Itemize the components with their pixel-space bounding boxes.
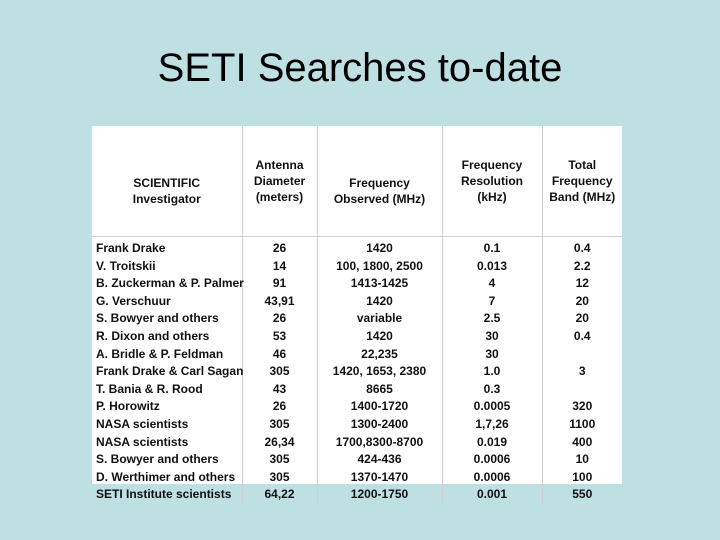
cell-frequency-observed: 1200-1750 [317, 486, 442, 504]
cell-total-frequency-band: 0.4 [542, 328, 622, 346]
cell-antenna-diameter: 26,34 [242, 434, 317, 452]
cell-investigator: Frank Drake [96, 241, 166, 255]
cell-antenna-diameter: 43,91 [242, 293, 317, 311]
cell-frequency-observed: 1400-1720 [317, 398, 442, 416]
cell-antenna-diameter: 26 [242, 398, 317, 416]
cell-investigator: T. Bania & R. Rood [96, 381, 203, 396]
cell-investigator: S. Bowyer and others [96, 452, 219, 467]
cell-investigator: NASA scientists [96, 416, 189, 431]
cell-frequency-resolution: 1,7,26 [442, 416, 542, 434]
cell-investigator: A. Bridle & P. Feldman [96, 346, 224, 361]
cell-total-frequency-band: 1100 [542, 416, 622, 434]
table-row [92, 293, 622, 311]
cell-antenna-diameter: 26 [242, 237, 317, 258]
cell-investigator: NASA scientists [96, 434, 189, 449]
cell-frequency-resolution: 30 [442, 328, 542, 346]
cell-frequency-observed: variable [317, 310, 442, 328]
table-row [92, 398, 622, 416]
cell-frequency-observed: 1420, 1653, 2380 [317, 363, 442, 381]
table-header-row [92, 126, 622, 237]
cell-frequency-resolution: 1.0 [442, 363, 542, 381]
header-frequency-observed: Frequency Observed (MHz) [317, 126, 442, 237]
cell-frequency-observed: 100, 1800, 2500 [317, 258, 442, 276]
cell-antenna-diameter: 46 [242, 346, 317, 364]
cell-total-frequency-band: 10 [542, 451, 622, 469]
cell-frequency-resolution: 0.013 [442, 258, 542, 276]
cell-investigator: P. Horowitz [96, 399, 160, 414]
cell-investigator: SETI Institute scientists [96, 487, 232, 502]
slide-title: SETI Searches to-date [157, 46, 563, 90]
cell-total-frequency-band: 320 [542, 398, 622, 416]
cell-frequency-resolution: 0.1 [442, 237, 542, 258]
cell-frequency-observed: 424-436 [317, 451, 442, 469]
cell-investigator: Frank Drake & Carl Sagan [96, 364, 244, 379]
cell-frequency-observed: 1413-1425 [317, 275, 442, 293]
table-row [92, 486, 622, 504]
cell-frequency-resolution: 2.5 [442, 310, 542, 328]
cell-frequency-observed: 8665 [317, 381, 442, 399]
cell-total-frequency-band: 2.2 [542, 258, 622, 276]
table-row [92, 310, 622, 328]
cell-frequency-observed: 1370-1470 [317, 469, 442, 487]
table-row [92, 275, 622, 293]
table-row [92, 451, 622, 469]
cell-frequency-observed: 22,235 [317, 346, 442, 364]
cell-investigator: V. Troitskii [96, 258, 156, 273]
cell-investigator: R. Dixon and others [96, 328, 210, 343]
cell-frequency-resolution: 0.3 [442, 381, 542, 399]
cell-frequency-resolution: 0.0006 [442, 469, 542, 487]
cell-total-frequency-band: 0.4 [542, 237, 622, 258]
cell-antenna-diameter: 43 [242, 381, 317, 399]
cell-frequency-observed: 1300-2400 [317, 416, 442, 434]
table-row [92, 363, 622, 381]
cell-antenna-diameter: 305 [242, 451, 317, 469]
cell-total-frequency-band [542, 346, 622, 364]
cell-frequency-resolution: 0.001 [442, 486, 542, 504]
table-row [92, 469, 622, 487]
cell-investigator: G. Verschuur [96, 293, 171, 308]
cell-antenna-diameter: 305 [242, 363, 317, 381]
cell-total-frequency-band: 3 [542, 363, 622, 381]
cell-frequency-observed: 1420 [317, 328, 442, 346]
cell-antenna-diameter: 91 [242, 275, 317, 293]
cell-frequency-resolution: 0.0006 [442, 451, 542, 469]
cell-total-frequency-band: 550 [542, 486, 622, 504]
header-total-frequency-band: Total Frequency Band (MHz) [542, 126, 622, 237]
cell-frequency-resolution: 4 [442, 275, 542, 293]
table-row [92, 237, 622, 258]
header-antenna-diameter: Antenna Diameter (meters) [242, 126, 317, 237]
header-frequency-resolution: Frequency Resolution (kHz) [442, 126, 542, 237]
cell-antenna-diameter: 64,22 [242, 486, 317, 504]
cell-frequency-resolution: 0.019 [442, 434, 542, 452]
cell-frequency-observed: 1420 [317, 237, 442, 258]
cell-antenna-diameter: 305 [242, 416, 317, 434]
cell-total-frequency-band: 400 [542, 434, 622, 452]
cell-frequency-resolution: 7 [442, 293, 542, 311]
cell-antenna-diameter: 305 [242, 469, 317, 487]
cell-investigator: B. Zuckerman & P. Palmer [96, 276, 244, 291]
cell-antenna-diameter: 53 [242, 328, 317, 346]
cell-frequency-observed: 1420 [317, 293, 442, 311]
header-investigator: SCIENTIFIC Investigator [92, 126, 242, 237]
cell-total-frequency-band: 20 [542, 293, 622, 311]
cell-total-frequency-band [542, 381, 622, 399]
cell-investigator: S. Bowyer and others [96, 311, 219, 326]
seti-searches-table [92, 126, 622, 502]
cell-investigator: D. Werthimer and others [96, 469, 236, 484]
cell-total-frequency-band: 100 [542, 469, 622, 487]
table-row [92, 416, 622, 434]
cell-frequency-resolution: 0.0005 [442, 398, 542, 416]
cell-frequency-observed: 1700,8300-8700 [317, 434, 442, 452]
cell-frequency-resolution: 30 [442, 346, 542, 364]
cell-antenna-diameter: 14 [242, 258, 317, 276]
table-row [92, 381, 622, 399]
cell-total-frequency-band: 20 [542, 310, 622, 328]
cell-antenna-diameter: 26 [242, 310, 317, 328]
table-row [92, 434, 622, 452]
table-row [92, 328, 622, 346]
table-row [92, 346, 622, 364]
cell-total-frequency-band: 12 [542, 275, 622, 293]
table-row [92, 258, 622, 276]
